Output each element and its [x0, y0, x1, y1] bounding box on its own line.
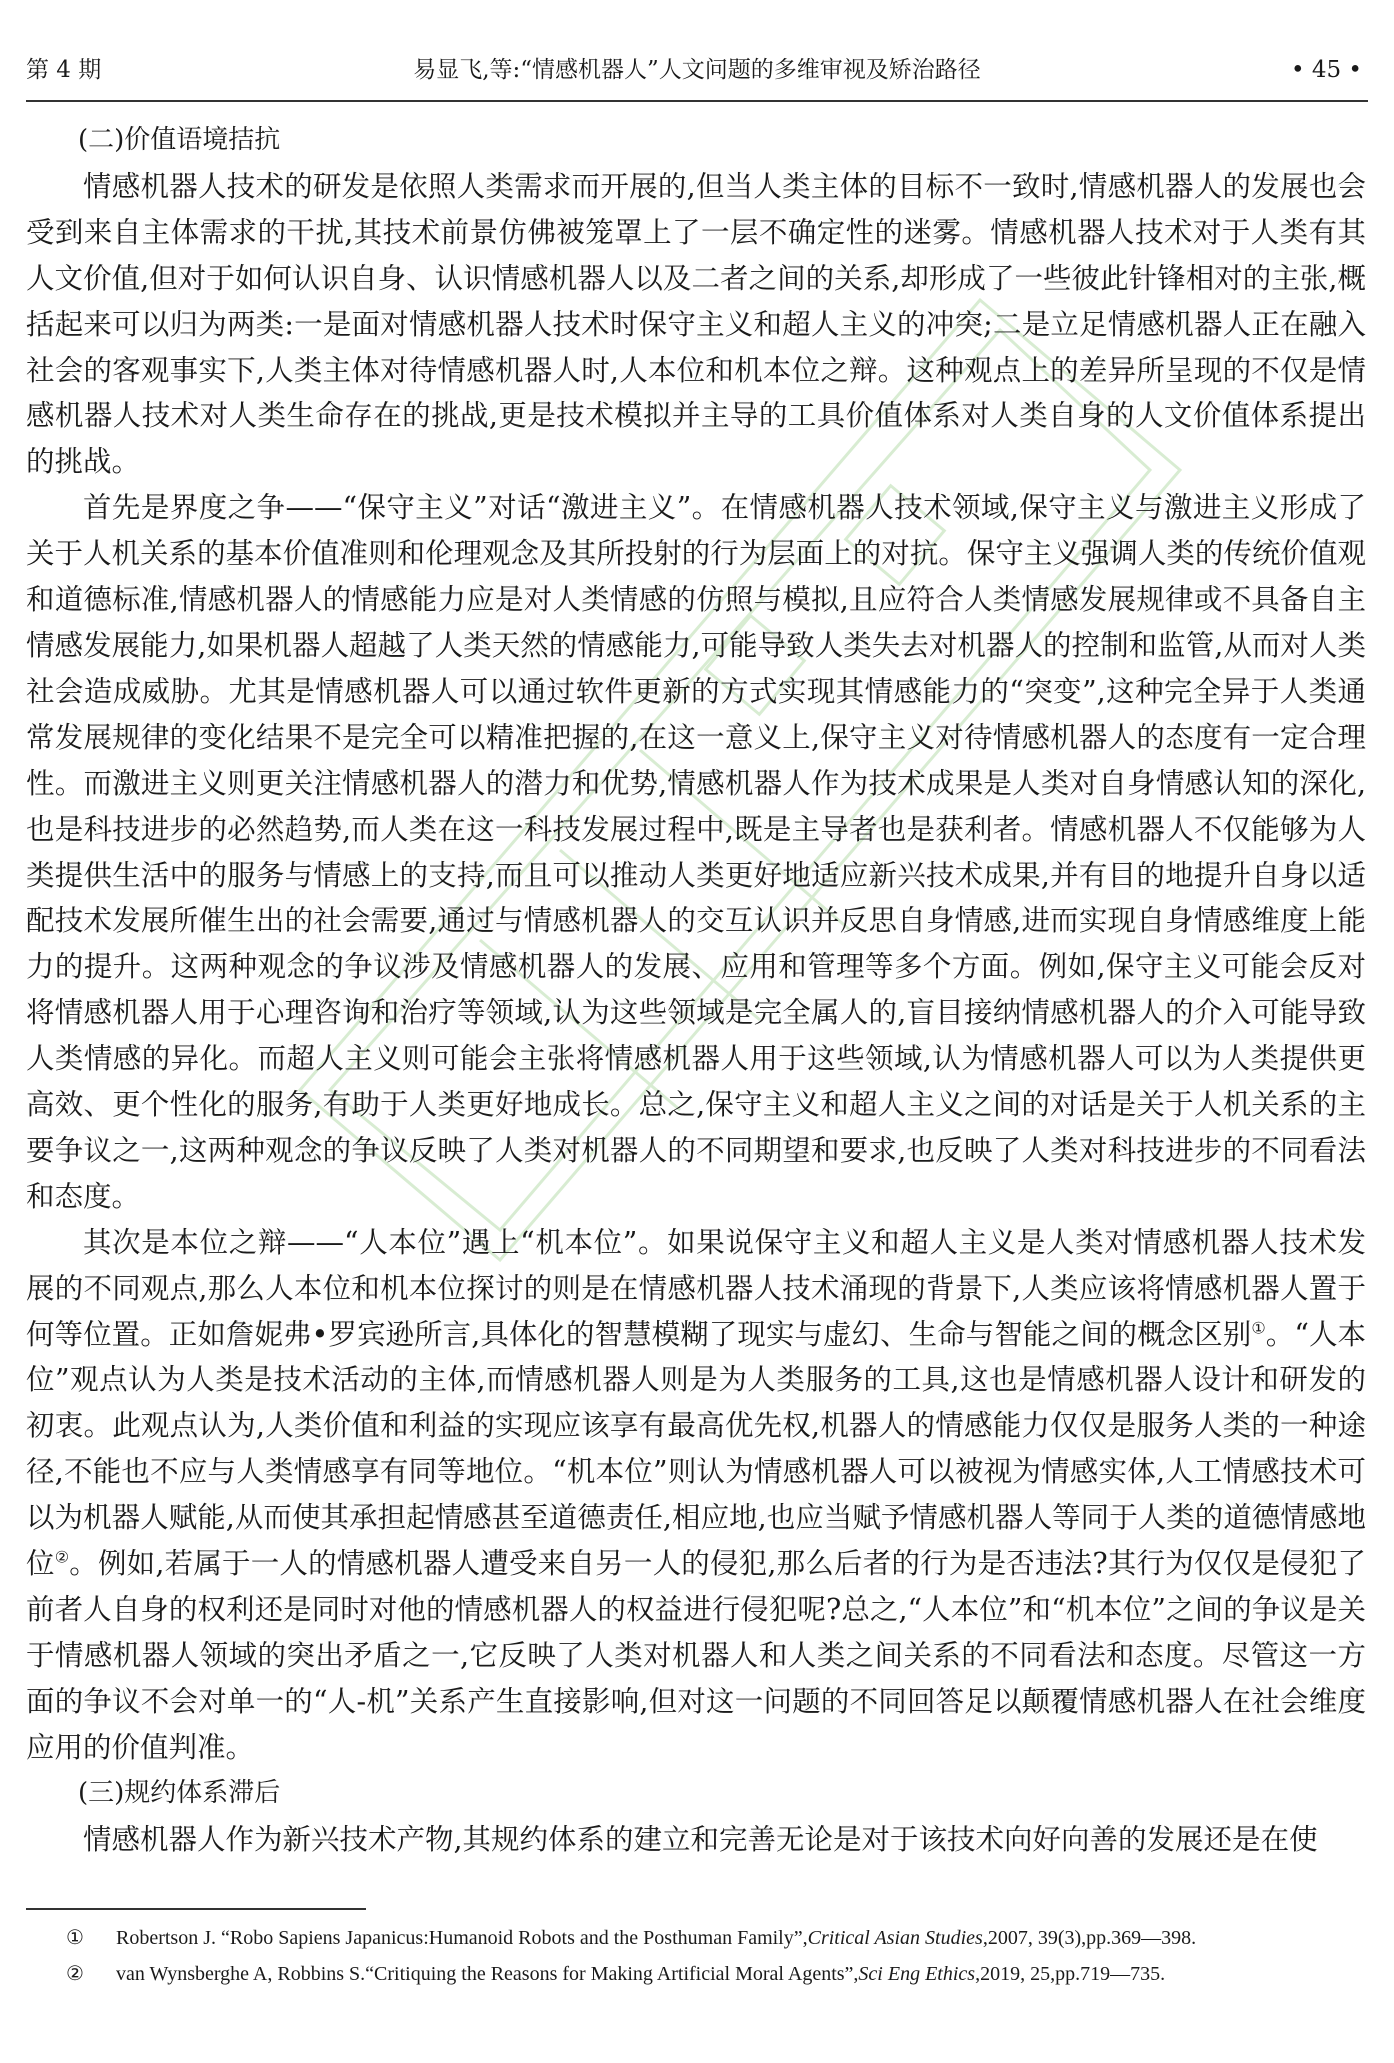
header-rule [26, 100, 1368, 102]
footnote [26, 1958, 1366, 1991]
footnote-journal: Sci Eng Ethics [858, 1963, 976, 1985]
footnote-mark: ② [66, 1963, 84, 1985]
paragraph: 情感机器人作为新兴技术产物,其规约体系的建立和完善无论是对于该技术向好向善的发展还是在使 [83, 1822, 1318, 1856]
paragraph: 情感机器人技术的研发是依照人类需求而开展的,但当人类主体的目标不一致时,情感机器人的发展也会受到来自主体需求的干扰,其技术前景仿佛被笼罩上了一层不确定性的迷雾。情感机器人技术对于人类有其人文价值,但对于如何认识自身、认识情感机器人以及二者之间的关系,却形成了一些彼此针锋相对的主张,概括起来可以归为两类:一是面对情感机器人技术时保守主义和超人主义的冲突;二是立足情感机器人正在融入社会的客观事实下,人类主体对待情感机器人时,人本位和机本位之辩。这种观点上的差异所呈现的不仅是情感机器人技术对人类生命存在的挑战,更是技术模拟并主导的工具价值体系对人类自身的人文价值体系提出的挑战。 [26, 169, 1366, 479]
footnote-text: van Wynsberghe A, Robbins S.“Critiquing the Reasons for Making Artificial Moral Agents”, [116, 1963, 859, 1985]
issue-number: 第 4 期 [26, 57, 102, 83]
paragraph-text: “人本位”观点认为人类是技术活动的主体,而情感机器人则是为人类服务的工具,这也是情感机器人设计和研发的初衷。此观点认为,人类价值和利益的实现应该享有最高优先权,机器人的情感能力仅仅是服务人类的一种途径,不能也不应与人类情感享有同等地位。“机本位”则认为情感机器人可以被视为情感实体,人工情感技术可以为机器人赋能,从而使其承担起情感甚至道德责任,相应地,也应当赋予情感机器人等同于人类的道德情感地位 [26, 1317, 1366, 1581]
page-header [26, 50, 1368, 90]
paragraph: 首先是界度之争——“保守主义”对话“激进主义”。在情感机器人技术领域,保守主义与激进主义形成了关于人机关系的基本价值准则和伦理观念及其所投射的行为层面上的对抗。保守主义强调人类的传统价值观和道德标准,情感机器人的情感能力应是对人类情感的仿照与模拟,且应符合人类情感发展规律或不具备自主情感发展能力,如果机器人超越了人类天然的情感能力,可能导致人类失去对机器人的控制和监管,从而对人类社会造成威胁。尤其是情感机器人可以通过软件更新的方式实现其情感能力的“突变”,这种完全异于人类通常发展规律的变化结果不是完全可以精准把握的,在这一意义上,保守主义对待情感机器人的态度有一定合理性。而激进主义则更关注情感机器人的潜力和优势,情感机器人作为技术成果是人类对自身情感认知的深化,也是科技进步的必然趋势,而人类在这一科技发展过程中,既是主导者也是获利者。情感机器人不仅能够为人类提供生活中的服务与情感上的支持,而且可以推动人类更好地适应新兴技术成果,并有目的地提升自身以适配技术发展所催生出的社会需要,通过与情感机器人的交互认识并反思自身情感,进而实现自身情感维度上能力的提升。这两种观念的争议涉及情感机器人的发展、应用和管理等多个方面。例如,保守主义可能会反对将情感机器人用于心理咨询和治疗等领域,认为这些领域是完全属人的,盲目接纳情感机器人的介入可能导致人类情感的异化。而超人主义则可能会主张将情感机器人用于这些领域,认为情感机器人可以为人类提供更高效、更个性化的服务,有助于人类更好地成长。总之,保守主义和超人主义之间的对话是关于人机关系的主要争议之一,这两种观念的争议反映了人类对机器人的不同期望和要求,也反映了人类对科技进步的不同看法和态度。 [26, 491, 1366, 1213]
footnote-ref[interactable]: ② [54, 1547, 70, 1567]
section-heading: (三)规约体系滞后 [78, 1777, 281, 1808]
paragraph-text: 其次是本位之辩——“人本位”遇上“机本位”。如果说保守主义和超人主义是人类对情感机器人技术发展的不同观点,那么人本位和机本位探讨的则是在情感机器人技术涌现的背景下,人类应该将情感机器人置于何等位置。正如詹妮弗•罗宾逊所言,具体化的智慧模糊了现实与虚幻、生命与智能之间的概念区别 [26, 1225, 1366, 1351]
article-body [26, 118, 1366, 1862]
footnote-text: ,2019, 25,pp.719—735. [975, 1963, 1166, 1985]
footnote-text: ,2007, 39(3),pp.369—398. [982, 1927, 1197, 1949]
section-heading: (二)价值语境拮抗 [78, 125, 281, 155]
footnote-text: Robertson J. “Robo Sapiens Japanicus:Humanoid Robots and the Posthuman Family”, [116, 1927, 808, 1949]
paragraph-text: 。例如,若属于一人的情感机器人遭受来自另一人的侵犯,那么后者的行为是否违法?其行为仅仅是侵犯了前者人自身的权利还是同时对他的情感机器人的权益进行侵犯呢?总之,“人本位”和“机本位”之间的争议是关于情感机器人领域的突出矛盾之一,它反映了人类对机器人和人类之间关系的不同看法和态度。尽管这一方面的争议不会对单一的“人-机”关系产生直接影响,但对这一问题的不同回答足以颠覆情感机器人在社会维度应用的价值判准。 [26, 1547, 1366, 1764]
footnote-ref[interactable]: ① [1251, 1318, 1266, 1338]
page-number: • 45 • [1290, 57, 1362, 83]
paragraph: 其次是本位之辩——“人本位”遇上“机本位”。如果说保守主义和超人主义是人类对情感机器人技术发展的不同观点,那么人本位和机本位探讨的则是在情感机器人技术涌现的背景下,人类应该将情感机器人置于何等位置。正如詹妮弗•罗宾逊所言,具体化的智慧模糊了现实与虚幻、生命与智能之间的概念区别①。“人本位”观点认为人类是技术活动的主体,而情感机器人则是为人类服务的工具,这也是情感机器人设计和研发的初衷。此观点认为,人类价值和利益的实现应该享有最高优先权,机器人的情感能力仅仅是服务人类的一种途径,不能也不应与人类情感享有同等地位。“机本位”则认为情感机器人可以被视为情感实体,人工情感技术可以为机器人赋能,从而使其承担起情感甚至道德责任,相应地,也应当赋予情感机器人等同于人类的道德情感地位②。例如,若属于一人的情感机器人遭受来自另一人的侵犯,那么后者的行为是否违法?其行为仅仅是侵犯了前者人自身的权利还是同时对他的情感机器人的权益进行侵犯呢?总之,“人本位”和“机本位”之间的争议是关于情感机器人领域的突出矛盾之一,它反映了人类对机器人和人类之间关系的不同看法和态度。尽管这一方面的争议不会对单一的“人-机”关系产生直接影响,但对这一问题的不同回答足以颠覆情感机器人在社会维度应用的价值判准。 [26, 1225, 1366, 1764]
footnote-journal: Critical Asian Studies [807, 1927, 983, 1949]
footnote [26, 1922, 1366, 1955]
footnotes [26, 1922, 1366, 1994]
footnote-mark: ① [66, 1927, 84, 1949]
running-title: 易显飞,等:“情感机器人”人文问题的多维审视及矫治路径 [413, 57, 981, 83]
footnote-rule [26, 1908, 366, 1910]
